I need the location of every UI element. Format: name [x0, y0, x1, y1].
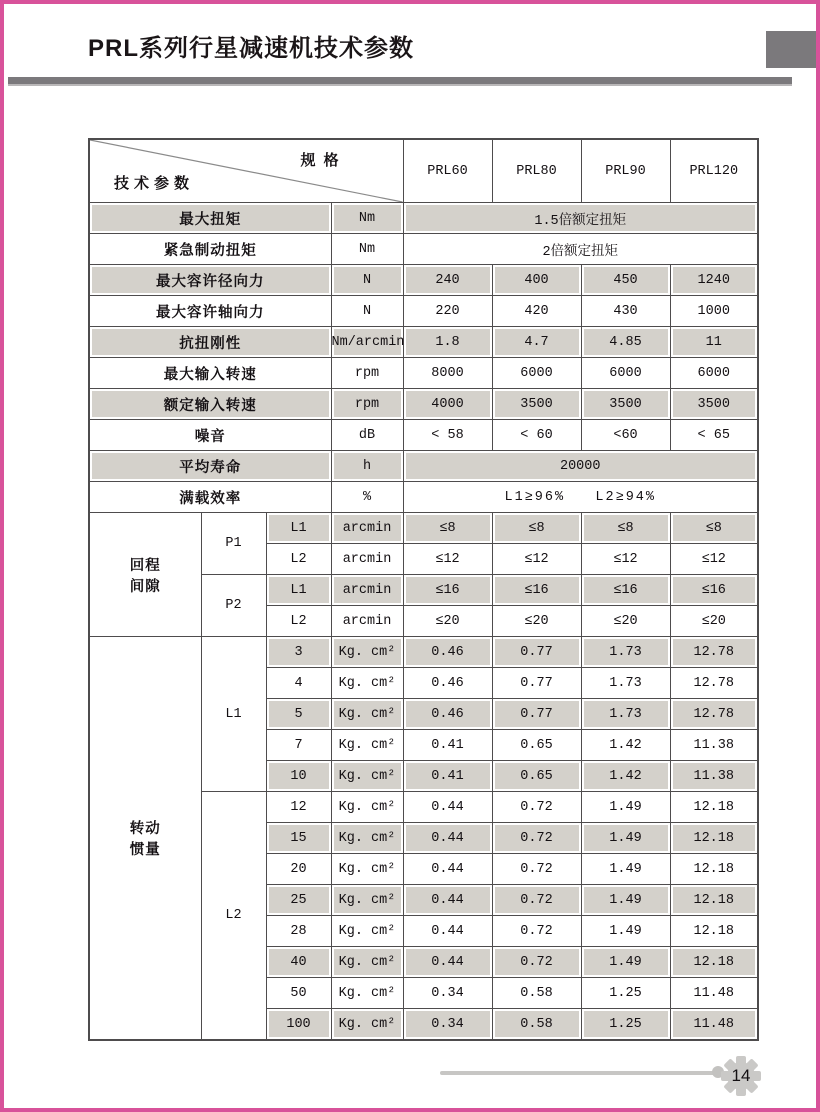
value-cell: 0.34: [403, 978, 492, 1009]
value-cell: ≤20: [492, 606, 581, 637]
row-label: 最大容许轴向力: [89, 296, 331, 327]
value-cell: 0.44: [403, 916, 492, 947]
value-cell: 0.72: [492, 854, 581, 885]
level-cell: L2: [266, 606, 331, 637]
value-cell: 1.49: [581, 885, 670, 916]
value-cell: 0.44: [403, 885, 492, 916]
spec-table: [88, 138, 759, 1041]
level-cell: L1: [266, 513, 331, 544]
value-cell: 12.18: [670, 823, 758, 854]
row-label: 最大扭矩: [89, 203, 331, 234]
unit-cell: Kg. cm²: [331, 947, 403, 978]
value-cell: ≤16: [403, 575, 492, 606]
value-cell: 12.78: [670, 699, 758, 730]
inertia-label-line1: 转动: [129, 821, 161, 837]
value-cell: 0.44: [403, 854, 492, 885]
table-row: [89, 234, 758, 265]
value-cell: ≤8: [670, 513, 758, 544]
unit-cell: Kg. cm²: [331, 916, 403, 947]
value-cell: 0.44: [403, 792, 492, 823]
value-cell: 1.73: [581, 699, 670, 730]
unit-cell: Kg. cm²: [331, 699, 403, 730]
value-cell: 1.42: [581, 761, 670, 792]
value-cell: 6000: [581, 358, 670, 389]
inertia-label-line2: 惯量: [129, 842, 161, 858]
value-cell: 12.78: [670, 668, 758, 699]
title-underline-bar: [8, 77, 792, 86]
table-row: [89, 358, 758, 389]
value-cell: 20000: [403, 451, 758, 482]
value-cell: 11.48: [670, 1009, 758, 1041]
row-label: 抗扭刚性: [89, 327, 331, 358]
level-cell: L2: [266, 544, 331, 575]
value-cell: 8000: [403, 358, 492, 389]
value-cell: 3500: [670, 389, 758, 420]
value-cell: 0.58: [492, 978, 581, 1009]
value-cell: 1.49: [581, 947, 670, 978]
inertia-group-label: [89, 637, 201, 1041]
value-cell: 6000: [670, 358, 758, 389]
ratio-cell: 12: [266, 792, 331, 823]
model-header: PRL80: [492, 139, 581, 203]
model-header: PRL120: [670, 139, 758, 203]
value-cell: 240: [403, 265, 492, 296]
unit-cell: h: [331, 451, 403, 482]
value-cell: 12.18: [670, 916, 758, 947]
value-cell: 0.44: [403, 947, 492, 978]
value-cell: 0.65: [492, 761, 581, 792]
grade-cell: P2: [201, 575, 266, 637]
table-row: [89, 389, 758, 420]
value-cell: <60: [581, 420, 670, 451]
value-cell: 12.18: [670, 885, 758, 916]
table-row: [89, 203, 758, 234]
ratio-cell: 5: [266, 699, 331, 730]
value-cell: ≤8: [581, 513, 670, 544]
model-header: PRL60: [403, 139, 492, 203]
value-cell: 0.77: [492, 668, 581, 699]
value-cell: 0.77: [492, 699, 581, 730]
value-cell: 11.38: [670, 730, 758, 761]
ratio-cell: 100: [266, 1009, 331, 1041]
unit-cell: Kg. cm²: [331, 668, 403, 699]
table-header-row: [89, 139, 758, 203]
value-cell: 0.72: [492, 916, 581, 947]
value-cell: 1.73: [581, 668, 670, 699]
value-cell: 1.49: [581, 854, 670, 885]
unit-cell: rpm: [331, 389, 403, 420]
value-cell: 0.72: [492, 885, 581, 916]
ratio-cell: 3: [266, 637, 331, 668]
value-cell: ≤12: [670, 544, 758, 575]
level-group-cell: L1: [201, 637, 266, 792]
value-cell: 0.72: [492, 823, 581, 854]
value-cell: 0.41: [403, 761, 492, 792]
level-group-cell: L2: [201, 792, 266, 1041]
value-cell: 3500: [581, 389, 670, 420]
table-row: [89, 513, 758, 544]
grade-cell: P1: [201, 513, 266, 575]
ratio-cell: 50: [266, 978, 331, 1009]
row-label: 最大容许径向力: [89, 265, 331, 296]
value-cell: 0.34: [403, 1009, 492, 1041]
value-cell: 0.65: [492, 730, 581, 761]
table-row: [89, 482, 758, 513]
row-label: 噪音: [89, 420, 331, 451]
value-cell: 4000: [403, 389, 492, 420]
page-number: 14: [731, 1066, 751, 1085]
value-cell: 0.46: [403, 699, 492, 730]
page-title: PRL系列行星减速机技术参数: [88, 35, 414, 62]
table-row: [89, 265, 758, 296]
value-cell: 1.49: [581, 823, 670, 854]
row-label: 紧急制动扭矩: [89, 234, 331, 265]
value-cell: ≤20: [403, 606, 492, 637]
header-param-label: 技术参数: [114, 175, 195, 192]
value-cell: ≤12: [581, 544, 670, 575]
value-cell: ≤12: [492, 544, 581, 575]
unit-cell: N: [331, 265, 403, 296]
value-cell: ≤16: [581, 575, 670, 606]
unit-cell: Kg. cm²: [331, 637, 403, 668]
value-cell: 0.77: [492, 637, 581, 668]
table-row: [89, 327, 758, 358]
value-cell: < 58: [403, 420, 492, 451]
row-label: 最大输入转速: [89, 358, 331, 389]
backlash-group-label: [89, 513, 201, 637]
table-row: [89, 420, 758, 451]
value-cell: 430: [581, 296, 670, 327]
value-cell: < 60: [492, 420, 581, 451]
value-cell: 11.38: [670, 761, 758, 792]
value-cell: < 65: [670, 420, 758, 451]
value-cell: 12.78: [670, 637, 758, 668]
value-cell: 4.85: [581, 327, 670, 358]
diagonal-header-cell: [89, 139, 403, 203]
ratio-cell: 4: [266, 668, 331, 699]
value-cell: 0.44: [403, 823, 492, 854]
value-cell: 1.8: [403, 327, 492, 358]
value-cell: 1.25: [581, 978, 670, 1009]
unit-cell: Kg. cm²: [331, 885, 403, 916]
value-cell: 0.58: [492, 1009, 581, 1041]
ratio-cell: 15: [266, 823, 331, 854]
footer-line: [440, 1071, 718, 1075]
value-cell: 11: [670, 327, 758, 358]
unit-cell: Nm/arcmin: [331, 327, 403, 358]
value-cell: 0.46: [403, 637, 492, 668]
value-cell: 420: [492, 296, 581, 327]
unit-cell: arcmin: [331, 544, 403, 575]
unit-cell: Kg. cm²: [331, 978, 403, 1009]
value-cell: 2倍额定扭矩: [403, 234, 758, 265]
value-cell: 220: [403, 296, 492, 327]
ratio-cell: 10: [266, 761, 331, 792]
unit-cell: arcmin: [331, 513, 403, 544]
value-cell: ≤8: [403, 513, 492, 544]
table-row: [89, 296, 758, 327]
table-row: [89, 637, 758, 668]
backlash-label-line2: 间隙: [129, 578, 161, 595]
value-cell: 0.72: [492, 792, 581, 823]
page-number-gear-badge: [718, 1053, 764, 1099]
unit-cell: N: [331, 296, 403, 327]
value-cell: L1≥96% L2≥94%: [403, 482, 758, 513]
value-cell: 3500: [492, 389, 581, 420]
value-cell: 450: [581, 265, 670, 296]
value-cell: 12.18: [670, 854, 758, 885]
row-label: 额定输入转速: [89, 389, 331, 420]
value-cell: 1.5倍额定扭矩: [403, 203, 758, 234]
value-cell: ≤16: [492, 575, 581, 606]
unit-cell: Kg. cm²: [331, 761, 403, 792]
unit-cell: arcmin: [331, 606, 403, 637]
value-cell: 1.42: [581, 730, 670, 761]
value-cell: 1000: [670, 296, 758, 327]
ratio-cell: 7: [266, 730, 331, 761]
value-cell: ≤20: [670, 606, 758, 637]
value-cell: ≤20: [581, 606, 670, 637]
row-label: 平均寿命: [89, 451, 331, 482]
unit-cell: dB: [331, 420, 403, 451]
value-cell: ≤12: [403, 544, 492, 575]
value-cell: 0.72: [492, 947, 581, 978]
value-cell: 0.41: [403, 730, 492, 761]
ratio-cell: 40: [266, 947, 331, 978]
corner-accent-square: [766, 31, 816, 68]
value-cell: 11.48: [670, 978, 758, 1009]
unit-cell: arcmin: [331, 575, 403, 606]
ratio-cell: 28: [266, 916, 331, 947]
backlash-label-line1: 回程: [129, 557, 161, 574]
value-cell: 1.49: [581, 916, 670, 947]
value-cell: 12.18: [670, 792, 758, 823]
value-cell: 1.25: [581, 1009, 670, 1041]
value-cell: 4.7: [492, 327, 581, 358]
value-cell: 400: [492, 265, 581, 296]
unit-cell: Kg. cm²: [331, 823, 403, 854]
value-cell: 12.18: [670, 947, 758, 978]
header-spec-label: 规格: [300, 152, 347, 169]
row-label: 满载效率: [89, 482, 331, 513]
value-cell: 1240: [670, 265, 758, 296]
unit-cell: Nm: [331, 234, 403, 265]
value-cell: 6000: [492, 358, 581, 389]
unit-cell: %: [331, 482, 403, 513]
unit-cell: rpm: [331, 358, 403, 389]
ratio-cell: 25: [266, 885, 331, 916]
unit-cell: Kg. cm²: [331, 1009, 403, 1041]
value-cell: ≤16: [670, 575, 758, 606]
value-cell: ≤8: [492, 513, 581, 544]
value-cell: 1.49: [581, 792, 670, 823]
model-header: PRL90: [581, 139, 670, 203]
unit-cell: Kg. cm²: [331, 854, 403, 885]
ratio-cell: 20: [266, 854, 331, 885]
unit-cell: Kg. cm²: [331, 792, 403, 823]
table-row: [89, 451, 758, 482]
unit-cell: Nm: [331, 203, 403, 234]
value-cell: 0.46: [403, 668, 492, 699]
level-cell: L1: [266, 575, 331, 606]
value-cell: 1.73: [581, 637, 670, 668]
unit-cell: Kg. cm²: [331, 730, 403, 761]
